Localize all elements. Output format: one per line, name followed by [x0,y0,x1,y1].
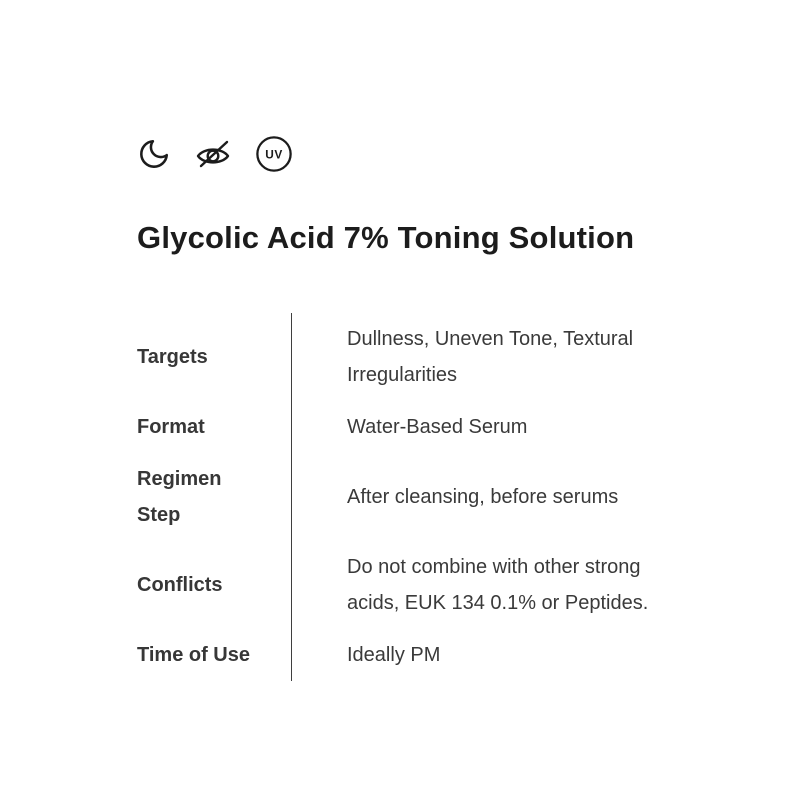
spec-value: Dullness, Uneven Tone, Textural Irregularities [291,313,654,401]
spec-label: Format [137,416,205,438]
spec-row-conflicts [137,541,654,629]
product-spec-table [137,313,654,681]
spec-label: Targets [137,346,208,368]
spec-label: Conflicts [137,574,223,596]
spec-value: Ideally PM [291,629,654,681]
uv-icon-label: UV [265,147,283,162]
spec-label: Regimen Step [137,468,222,526]
spec-value: After cleansing, before serums [291,453,654,541]
spec-row-time-of-use [137,629,654,681]
eye-off-icon [193,134,233,174]
product-attribute-icons [137,134,680,174]
moon-icon [137,137,171,171]
spec-row-regimen-step [137,453,654,541]
spec-value: Do not combine with other strong acids, EUK 134 0.1% or Peptides. [291,541,654,629]
uv-icon [255,135,293,173]
product-title: Glycolic Acid 7% Toning Solution [137,220,635,255]
spec-row-format [137,401,654,453]
spec-row-targets [137,313,654,401]
spec-value: Water-Based Serum [291,401,654,453]
spec-label: Time of Use [137,644,250,666]
